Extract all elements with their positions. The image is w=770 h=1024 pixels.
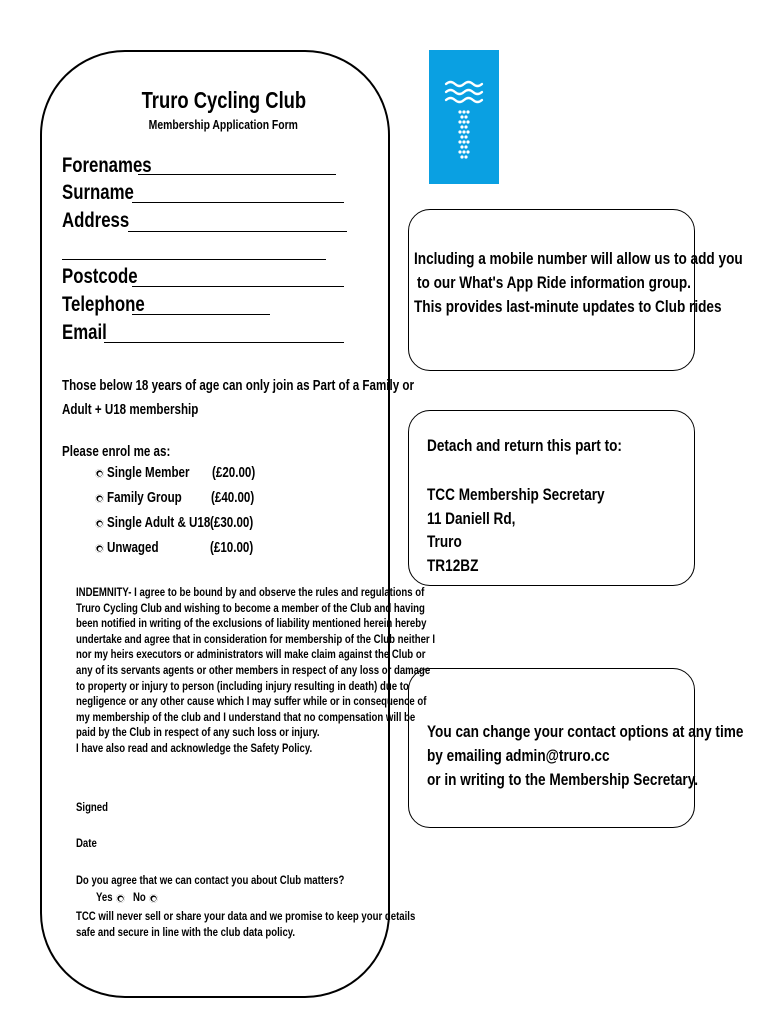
postcode-label: Postcode	[62, 265, 138, 288]
option-family-group-label: Family Group	[107, 490, 182, 506]
privacy-statement: TCC will never sell or share your data and we promise to keep your details safe and secure in line with the club data policy.	[76, 909, 416, 939]
option-single-member-price: (£20.00)	[212, 465, 256, 481]
enrol-label: Please enrol me as:	[62, 444, 171, 460]
radio-contact-no[interactable]	[149, 894, 158, 903]
return-heading: Detach and return this part to:	[427, 436, 622, 455]
forenames-field[interactable]	[138, 174, 336, 175]
contact-options-text: You can change your contact options at any time by emailing admin@truro.cc or in writing to the Membership Secretary.	[427, 722, 744, 789]
address-field-line-2[interactable]	[62, 259, 326, 260]
club-title: Truro Cycling Club	[141, 87, 306, 113]
surname-label: Surname	[62, 181, 134, 204]
forenames-label: Forenames	[62, 154, 152, 177]
radio-single-adult-u18[interactable]	[95, 519, 104, 528]
radio-family-group[interactable]	[95, 494, 104, 503]
option-unwaged-label: Unwaged	[107, 540, 159, 556]
indemnity-text: INDEMNITY- I agree to be bound by and observe the rules and regulations of Truro Cycling Club and wishing to become a member of the Club and having been notified in writing of the exclusions of liability mentioned herein hereby undertake and agree that in consideration for membership of the Club neither I nor my heirs executors or administrators will make claim against the Club or any of its servants agents or other members in respect of any loss or damage to property or injury to person (including injury resulting in death) due to negligence or any other cause which I may suffer while or in consequence of my membership of the club and I understand that no compensation will be paid by the Club in respect of any such loss or injury. I have also read and acknowledge the Safety Policy.	[76, 585, 435, 755]
return-address: TCC Membership Secretary 11 Daniell Rd, Truro TR12BZ	[427, 485, 605, 575]
email-field[interactable]	[104, 342, 344, 343]
option-unwaged-price: (£10.00)	[210, 540, 254, 556]
postcode-field[interactable]	[132, 286, 344, 287]
yes-label: Yes	[96, 890, 113, 904]
address-label: Address	[62, 209, 130, 232]
no-label: No	[133, 890, 146, 904]
signed-label: Signed	[76, 800, 109, 814]
address-field[interactable]	[128, 231, 347, 232]
contact-question: Do you agree that we can contact you about Club matters?	[76, 873, 345, 887]
option-family-group-price: (£40.00)	[211, 490, 255, 506]
radio-unwaged[interactable]	[95, 544, 104, 553]
radio-single-member[interactable]	[95, 469, 104, 478]
form-subtitle: Membership Application Form	[148, 117, 299, 132]
telephone-field[interactable]	[132, 314, 270, 315]
club-logo	[429, 50, 499, 184]
option-single-adult-u18-label: Single Adult & U18	[107, 515, 211, 531]
surname-field[interactable]	[132, 202, 344, 203]
radio-contact-yes[interactable]	[116, 894, 125, 903]
age-note: Those below 18 years of age can only join as Part of a Family or Adult + U18 membership	[62, 378, 414, 418]
option-single-member-label: Single Member	[107, 465, 190, 481]
email-label: Email	[62, 321, 107, 344]
waves-and-tower-logo-icon	[429, 50, 499, 184]
option-single-adult-u18-price: (£30.00)	[210, 515, 254, 531]
date-label: Date	[76, 836, 97, 850]
whatsapp-info-text: Including a mobile number will allow us to add you to our What's App Ride information group. This provides last-minute updates to Club rides	[414, 249, 743, 316]
telephone-label: Telephone	[62, 293, 145, 316]
